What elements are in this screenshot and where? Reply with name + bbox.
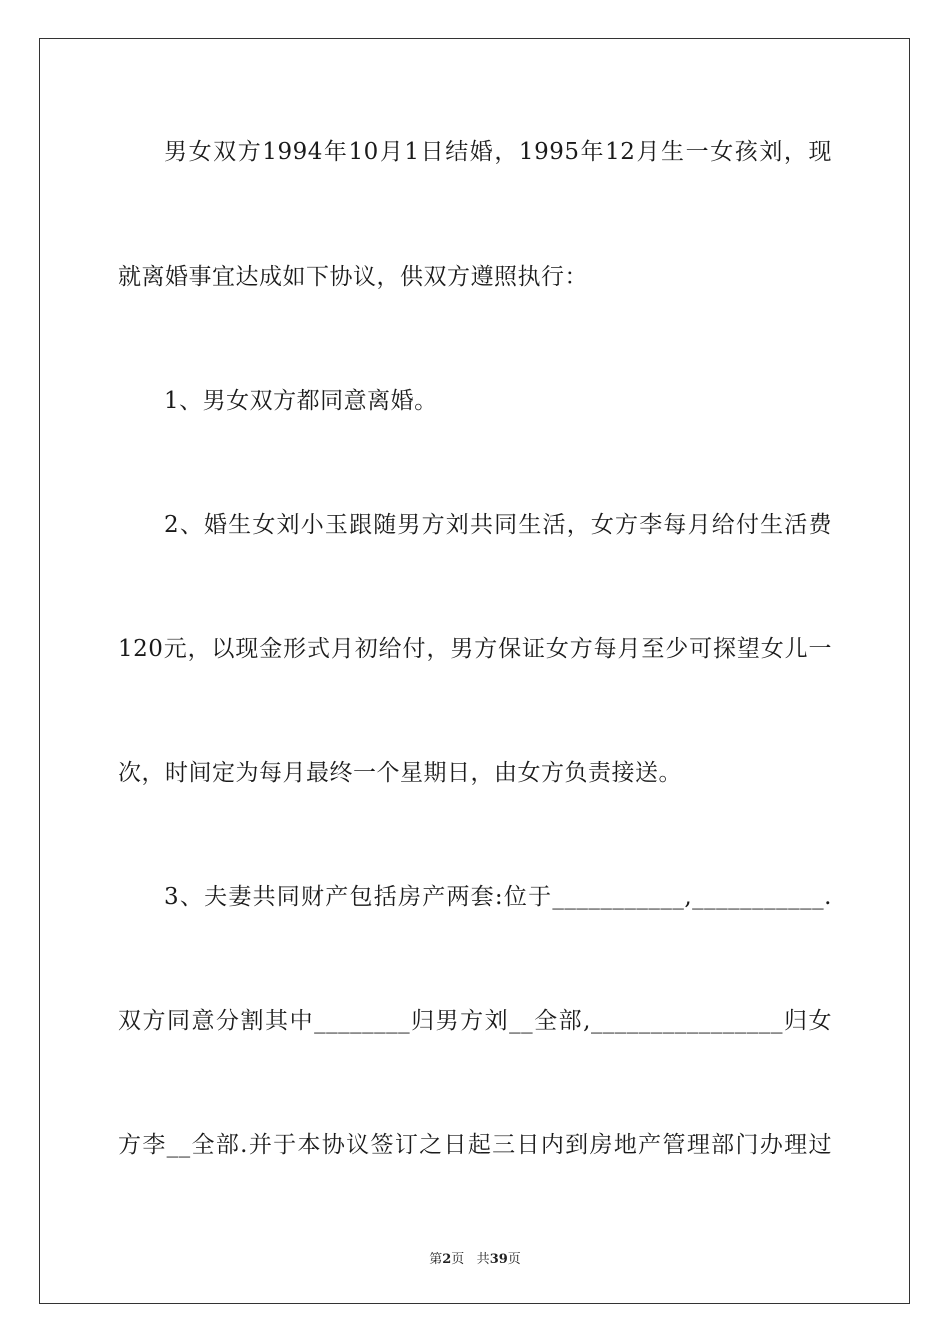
footer-prefix: 第 — [429, 1252, 443, 1267]
clause-2-line-1: 2、婚生女刘小玉跟随男方刘共同生活，女方李每月给付生活费 — [164, 512, 832, 538]
footer-total-suffix: 页 — [507, 1252, 521, 1267]
clause-3-line-3: 方李__全部.并于本协议签订之日起三日内到房地产管理部门办理过 — [118, 1132, 832, 1158]
current-page-number: 2 — [442, 1252, 452, 1267]
paragraph-intro-line-2: 就离婚事宜达成如下协议，供双方遵照执行： — [118, 264, 588, 290]
clause-1-line-1: 1、男女双方都同意离婚。 — [164, 388, 438, 414]
total-page-count: 39 — [489, 1252, 508, 1267]
paragraph-intro-line-1: 男女双方1994年10月1日结婚，1995年12月生一女孩刘，现 — [164, 139, 832, 165]
page-footer — [0, 1248, 950, 1267]
clause-3-line-1: 3、夫妻共同财产包括房产两套:位于___________,___________. — [164, 884, 832, 910]
footer-page-suffix: 页 — [451, 1252, 465, 1267]
clause-2-line-3: 次，时间定为每月最终一个星期日，由女方负责接送。 — [118, 760, 682, 786]
clause-2-line-2: 120元，以现金形式月初给付，男方保证女方每月至少可探望女儿一 — [118, 636, 832, 662]
footer-total-prefix: 共 — [476, 1252, 490, 1267]
page-border — [39, 38, 910, 1304]
clause-3-line-2: 双方同意分割其中________归男方刘__全部,________________归女 — [118, 1008, 832, 1034]
